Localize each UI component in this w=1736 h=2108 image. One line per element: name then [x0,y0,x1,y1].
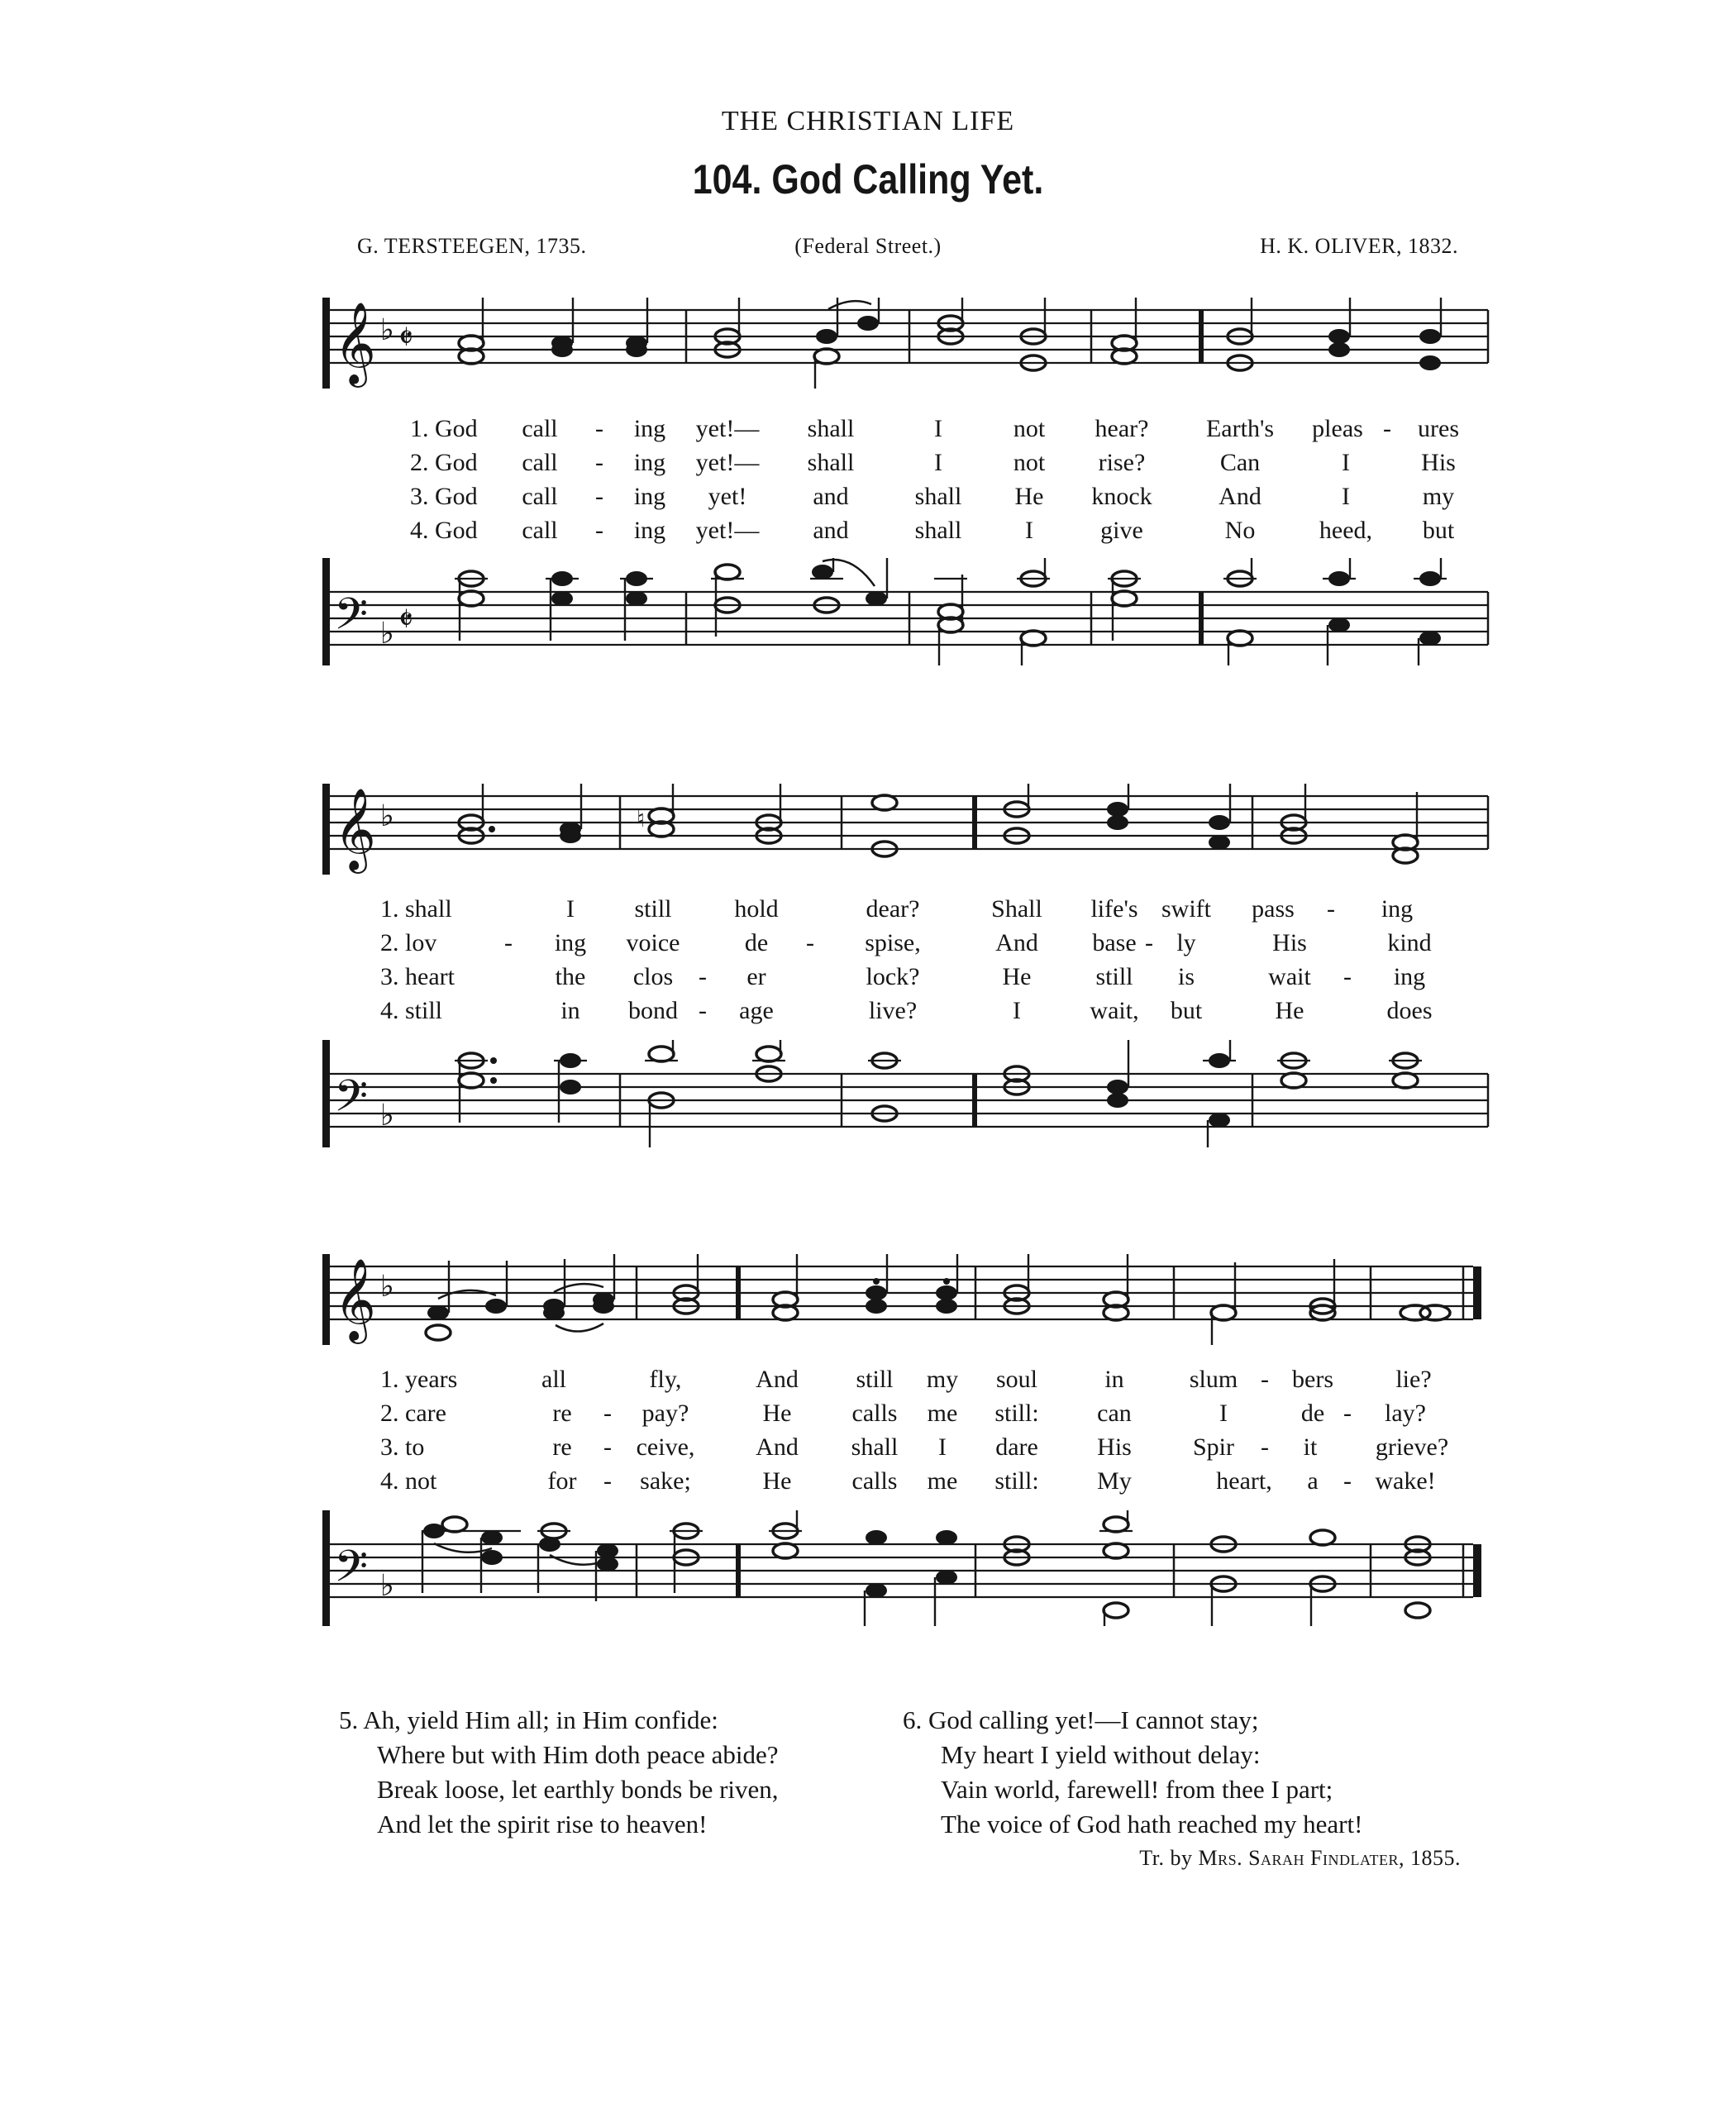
verse-line: Break loose, let earthly bonds be riven, [377,1775,779,1804]
lyric-syllable: And [756,1366,799,1393]
verse-line: Vain world, farewell! from thee I part; [941,1775,1333,1804]
verse-line: 6. God calling yet!—I cannot stay; [903,1705,1259,1734]
lyric-syllable: grieve? [1375,1433,1449,1461]
lyric-syllable: call [522,449,558,476]
lyric-syllable: rise? [1098,449,1146,476]
lyric-syllable: still: [994,1467,1039,1495]
lyric-syllable: ing [633,483,666,510]
lyric-syllable: swift [1161,895,1211,923]
lyric-syllable: shall [851,1433,899,1461]
lyric-syllable: spise, [865,929,921,956]
lyric-syllable: a [1307,1467,1319,1495]
lyric-syllable: for [547,1467,577,1495]
lyric-syllable: - [595,517,603,544]
lyric-syllable: 4. not [380,1467,437,1495]
lyric-syllable: shall [914,483,962,510]
lyric-syllable: my [1422,483,1455,510]
lyric-syllable: shall [807,449,855,476]
lyric-syllable: ing [554,929,587,956]
lyric-line-verse-2 [322,449,1490,482]
svg-text:♮: ♮ [637,805,646,832]
lyric-syllable: wake! [1375,1467,1436,1495]
lyric-syllable: And [756,1433,799,1461]
bass-staff [322,1510,1490,1626]
lyric-syllable: He [762,1467,792,1495]
verse-line: My heart I yield without delay: [941,1740,1261,1769]
lyric-syllable: - [1383,415,1391,442]
lyric-syllable: lie? [1395,1366,1432,1393]
lyric-line-verse-1 [322,895,1490,928]
lyric-syllable: pleas [1312,415,1363,442]
lyric-syllable: slum [1189,1366,1238,1393]
treble-staff [322,1254,1490,1345]
lyric-line-verse-3 [322,963,1490,996]
lyric-syllable: still: [994,1400,1039,1427]
lyric-syllable: the [555,963,586,990]
lyric-syllable: - [1145,929,1153,956]
lyric-syllable: I [1342,449,1350,476]
lyric-syllable: life's [1090,895,1138,923]
svg-text:♭: ♭ [380,799,394,833]
lyric-syllable: Can [1219,449,1261,476]
lyric-syllable: wait, [1090,997,1139,1024]
lyric-syllable: - [699,963,707,990]
lyric-syllable: lock? [866,963,920,990]
lyric-syllable: voice [626,929,680,956]
lyric-syllable: call [522,483,558,510]
lyric-syllable: - [603,1467,612,1495]
lyric-syllable: ing [633,449,666,476]
lyric-syllable: - [1261,1433,1269,1461]
lyric-syllable: not [1013,449,1046,476]
lyric-syllable: age [739,997,774,1024]
lyric-syllable: still [856,1366,894,1393]
svg-text:♭: ♭ [380,1270,394,1304]
lyric-syllable: 2. lov [380,929,437,956]
lyric-syllable: His [1421,449,1456,476]
lyric-syllable: He [1002,963,1032,990]
lyric-syllable: lay? [1385,1400,1426,1427]
lyric-syllable: 3. heart [380,963,455,990]
lyric-syllable: My [1097,1467,1132,1495]
lyric-syllable: - [595,483,603,510]
lyric-syllable: in [560,997,580,1024]
verse-line: 5. Ah, yield Him all; in Him confide: [339,1705,718,1734]
verse-line: Where but with Him doth peace abide? [377,1740,779,1769]
lyric-syllable: - [1343,963,1352,990]
lyric-syllable: can [1097,1400,1132,1427]
lyric-syllable: me [927,1467,958,1495]
lyric-syllable: ing [1393,963,1426,990]
svg-text:𝄵: 𝄵 [398,319,413,357]
lyric-syllable: 3. God [410,483,478,510]
lyric-line-verse-4 [322,997,1490,1030]
lyric-syllable: - [595,449,603,476]
lyric-syllable: call [522,415,558,442]
lyric-syllable: shall [914,517,962,544]
lyric-syllable: it [1303,1433,1318,1461]
lyric-syllable: I [566,895,575,923]
lyric-syllable: - [603,1400,612,1427]
lyric-syllable: bers [1292,1366,1333,1393]
lyric-syllable: - [1343,1467,1352,1495]
lyric-syllable: pay? [641,1400,689,1427]
words-author: G. TERSTEEGEN, 1735. [357,234,587,258]
lyric-syllable: - [595,415,603,442]
lyric-syllable: ing [633,517,666,544]
lyric-syllable: but [1422,517,1455,544]
treble-staff [322,298,1490,389]
lyric-syllable: No [1224,517,1256,544]
lyric-syllable: 1. years [380,1366,458,1393]
lyric-syllable: He [1275,997,1304,1024]
lyric-syllable: 4. God [410,517,478,544]
lyric-syllable: 3. to [380,1433,425,1461]
lyric-syllable: sake; [640,1467,691,1495]
verse-line: And let the spirit rise to heaven! [377,1810,708,1839]
svg-text:𝄞: 𝄞 [334,302,376,384]
translator-name: Mrs. Sarah Findlater [1198,1846,1399,1870]
translator-prefix: Tr. by [1139,1846,1193,1870]
lyric-line-verse-1 [322,415,1490,448]
svg-text:♭: ♭ [380,617,394,651]
lyric-syllable: knock [1091,483,1152,510]
lyric-syllable: yet!— [695,517,760,544]
verse-6 [903,1703,1362,1842]
lyric-syllable: ceive, [636,1433,695,1461]
hymn-title: 104. God Calling Yet. [692,156,1044,203]
lyric-syllable: - [1327,895,1335,923]
lyric-syllable: dare [995,1433,1038,1461]
lyric-syllable: yet!— [695,449,760,476]
lyric-syllable: ly [1176,929,1196,956]
lyric-syllable: His [1097,1433,1132,1461]
lyric-syllable: still [1095,963,1133,990]
translator-year: , 1855. [1399,1846,1461,1870]
lyric-line-verse-2 [322,1400,1490,1433]
treble-staff [322,784,1490,875]
lyric-syllable: And [1219,483,1261,510]
lyric-syllable: 1. shall [380,895,452,923]
svg-text:𝄢: 𝄢 [334,1071,369,1133]
lyric-syllable: ures [1418,415,1459,442]
music-composer: H. K. OLIVER, 1832. [1260,234,1458,258]
lyric-syllable: - [1343,1400,1352,1427]
lyric-syllable: er [746,963,766,990]
lyric-line-verse-1 [322,1366,1490,1399]
lyric-syllable: I [934,415,942,442]
lyric-syllable: I [934,449,942,476]
lyric-syllable: base [1092,929,1137,956]
lyric-syllable: wait [1268,963,1311,990]
lyric-syllable: soul [995,1366,1038,1393]
lyric-syllable: de [1300,1400,1325,1427]
lyric-syllable: ing [1381,895,1414,923]
lyric-syllable: call [522,517,558,544]
lyric-syllable: I [1342,483,1350,510]
lyric-syllable: bond [628,997,678,1024]
lyric-syllable: Shall [991,895,1042,923]
lyric-syllable: yet!— [695,415,760,442]
lyric-syllable: And [995,929,1038,956]
lyric-syllable: - [806,929,814,956]
lyric-syllable: in [1104,1366,1124,1393]
lyric-syllable: He [1014,483,1044,510]
lyric-syllable: He [762,1400,792,1427]
svg-text:𝄢: 𝄢 [334,589,369,651]
lyric-syllable: ing [633,415,666,442]
lyric-syllable: calls [851,1400,898,1427]
tune-name: (Federal Street.) [794,234,942,258]
lyric-syllable: 2. God [410,449,478,476]
lyric-syllable: does [1386,997,1433,1024]
lyric-syllable: not [1013,415,1046,442]
lyric-syllable: kind [1387,929,1432,956]
lyric-line-verse-4 [322,1467,1490,1500]
svg-text:𝄞: 𝄞 [334,1258,376,1341]
lyric-syllable: 4. still [380,997,443,1024]
svg-text:♭: ♭ [380,1569,394,1603]
lyric-line-verse-3 [322,1433,1490,1467]
lyric-syllable: de [744,929,769,956]
svg-text:♭: ♭ [380,313,394,347]
lyric-syllable: shall [807,415,855,442]
lyric-syllable: Spir [1192,1433,1235,1461]
lyric-syllable: me [927,1400,958,1427]
lyric-syllable: I [938,1433,947,1461]
lyric-syllable: is [1177,963,1195,990]
lyric-syllable: fly, [649,1366,682,1393]
section-title: THE CHRISTIAN LIFE [721,106,1015,136]
lyric-syllable: dear? [866,895,920,923]
svg-text:𝄢: 𝄢 [334,1542,369,1603]
lyric-syllable: all [541,1366,566,1393]
svg-text:𝄵: 𝄵 [398,601,413,639]
lyric-syllable: give [1100,517,1143,544]
lyric-syllable: still [634,895,672,923]
lyric-syllable: yet! [708,483,747,510]
svg-text:𝄞: 𝄞 [334,788,376,870]
lyric-syllable: and [813,483,849,510]
lyric-syllable: hold [734,895,779,923]
bass-staff [322,558,1490,665]
lyric-syllable: 2. care [380,1400,446,1427]
lyric-line-verse-3 [322,483,1490,516]
lyric-syllable: - [603,1433,612,1461]
lyric-syllable: live? [868,997,918,1024]
lyric-syllable: I [1013,997,1021,1024]
bass-staff [322,1040,1490,1147]
svg-text:♭: ♭ [380,1099,394,1133]
lyric-syllable: and [813,517,849,544]
lyric-syllable: Earth's [1205,415,1275,442]
lyric-syllable: re [552,1400,572,1427]
lyric-syllable: heart, [1216,1467,1272,1495]
lyric-syllable: but [1170,997,1203,1024]
lyric-line-verse-4 [322,517,1490,550]
lyric-syllable: - [1261,1366,1269,1393]
lyric-syllable: re [552,1433,572,1461]
verse-line: The voice of God hath reached my heart! [941,1810,1363,1839]
lyric-syllable: 1. God [410,415,478,442]
lyric-syllable: - [699,997,707,1024]
translator-credit [1139,1846,1461,1871]
lyric-line-verse-2 [322,929,1490,962]
lyric-syllable: calls [851,1467,898,1495]
lyric-syllable: I [1219,1400,1228,1427]
lyric-syllable: pass [1252,895,1295,923]
lyric-syllable: His [1272,929,1307,956]
lyric-syllable: I [1025,517,1033,544]
lyric-syllable: heed, [1319,517,1373,544]
lyric-syllable: - [504,929,513,956]
lyric-syllable: clos [632,963,674,990]
lyric-syllable: hear? [1095,415,1149,442]
verse-5 [339,1703,779,1842]
lyric-syllable: my [926,1366,959,1393]
